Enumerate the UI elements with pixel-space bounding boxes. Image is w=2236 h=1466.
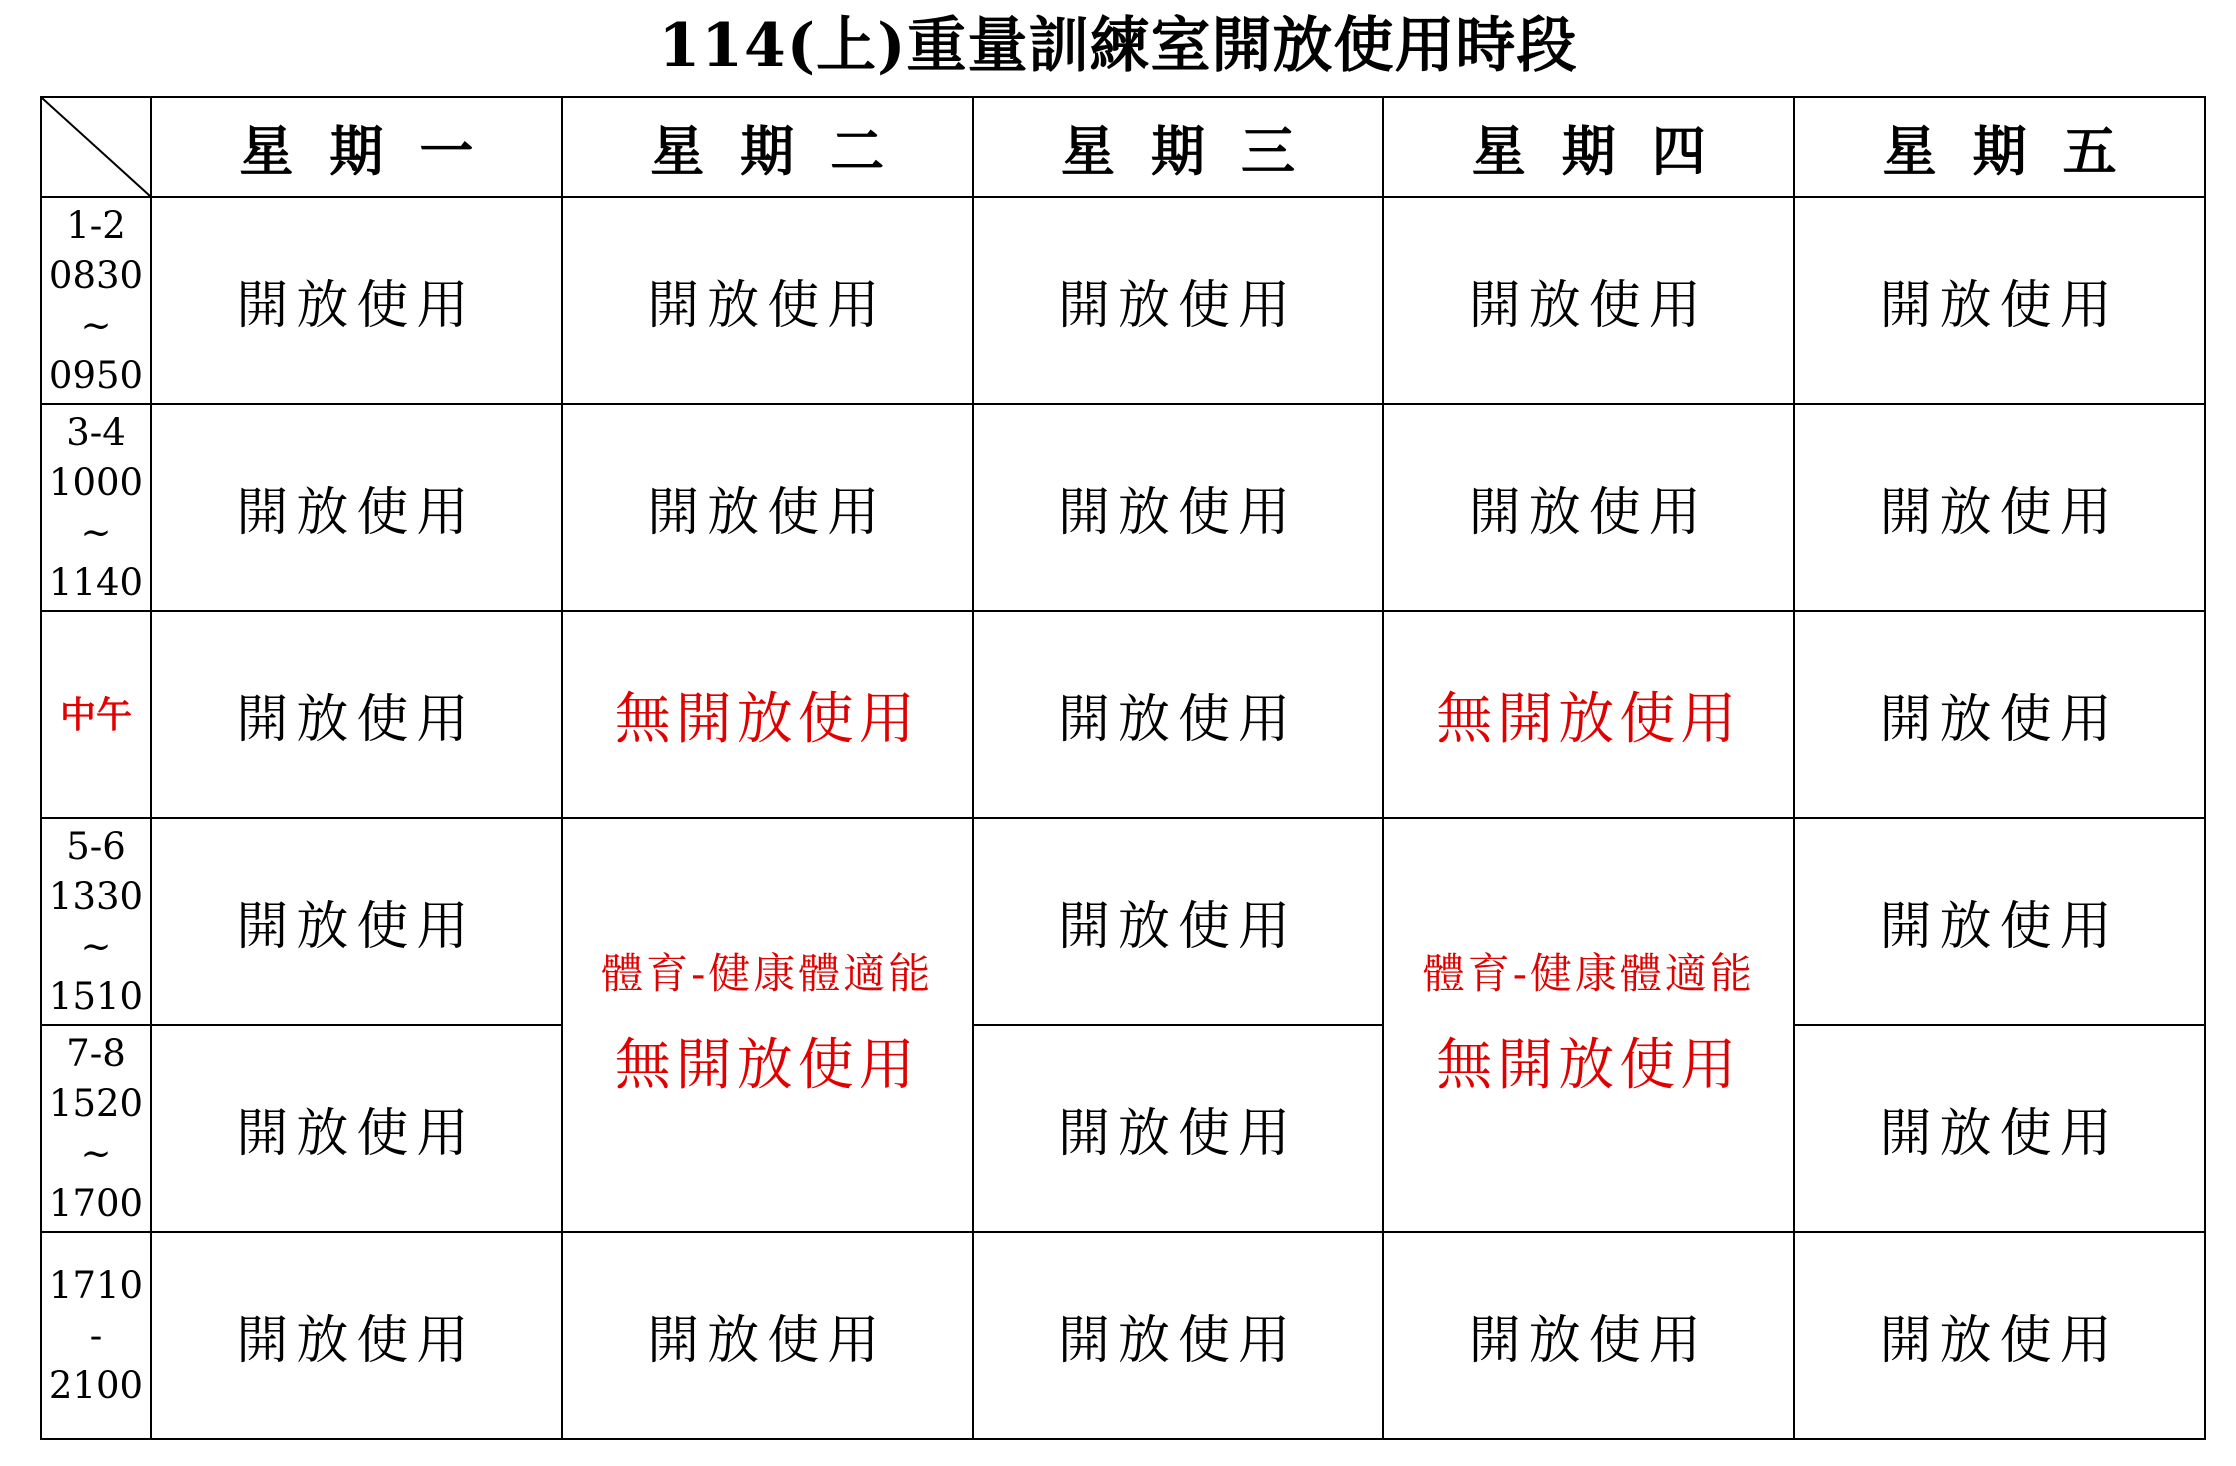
period-row-7-8 bbox=[41, 1025, 2205, 1232]
slot-open: 開放使用 bbox=[151, 1025, 562, 1232]
slot-open: 開放使用 bbox=[1794, 1232, 2205, 1439]
header-row bbox=[41, 97, 2205, 197]
schedule-table bbox=[40, 96, 2206, 1440]
diagonal-divider-icon bbox=[42, 98, 150, 196]
course-block-thu bbox=[1383, 818, 1794, 1232]
period-label: 1710 - 2100 bbox=[41, 1232, 151, 1439]
slot-open: 開放使用 bbox=[151, 1232, 562, 1439]
period-row-noon bbox=[41, 611, 2205, 818]
slot-closed: 無開放使用 bbox=[562, 611, 973, 818]
course-status: 無開放使用 bbox=[614, 1033, 920, 1098]
period-label: 7-8 1520 ~ 1700 bbox=[41, 1025, 151, 1232]
course-name: 體育-健康體適能 bbox=[601, 949, 934, 998]
day-header-mon: 星期一 bbox=[151, 97, 562, 197]
slot-open: 開放使用 bbox=[1383, 1232, 1794, 1439]
period-row-3-4 bbox=[41, 404, 2205, 611]
slot-open: 開放使用 bbox=[562, 1232, 973, 1439]
period-label: 1-2 0830 ~ 0950 bbox=[41, 197, 151, 404]
slot-open: 開放使用 bbox=[1794, 611, 2205, 818]
slot-open: 開放使用 bbox=[973, 818, 1384, 1025]
slot-open: 開放使用 bbox=[973, 197, 1384, 404]
slot-open: 開放使用 bbox=[973, 1025, 1384, 1232]
day-header-tue: 星期二 bbox=[562, 97, 973, 197]
page-title: 114(上)重量訓練室開放使用時段 bbox=[658, 11, 1578, 81]
slot-open: 開放使用 bbox=[562, 404, 973, 611]
slot-open: 開放使用 bbox=[1383, 404, 1794, 611]
course-block-tue bbox=[562, 818, 973, 1232]
day-header-thu: 星期四 bbox=[1383, 97, 1794, 197]
period-row-1-2 bbox=[41, 197, 2205, 404]
slot-open: 開放使用 bbox=[151, 818, 562, 1025]
day-header-fri: 星期五 bbox=[1794, 97, 2205, 197]
slot-open: 開放使用 bbox=[1794, 1025, 2205, 1232]
slot-open: 開放使用 bbox=[1383, 197, 1794, 404]
course-status: 無開放使用 bbox=[1436, 1033, 1742, 1098]
slot-open: 開放使用 bbox=[973, 1232, 1384, 1439]
slot-closed: 無開放使用 bbox=[1383, 611, 1794, 818]
period-row-evening bbox=[41, 1232, 2205, 1439]
day-header-wed: 星期三 bbox=[973, 97, 1384, 197]
slot-open: 開放使用 bbox=[151, 611, 562, 818]
slot-open: 開放使用 bbox=[973, 404, 1384, 611]
slot-open: 開放使用 bbox=[151, 404, 562, 611]
slot-open: 開放使用 bbox=[973, 611, 1384, 818]
course-name: 體育-健康體適能 bbox=[1422, 949, 1755, 998]
slot-open: 開放使用 bbox=[1794, 197, 2205, 404]
corner-cell bbox=[41, 97, 151, 197]
slot-open: 開放使用 bbox=[151, 197, 562, 404]
period-label-noon: 中午 bbox=[41, 611, 151, 818]
period-label: 5-6 1330 ~ 1510 bbox=[41, 818, 151, 1025]
period-row-5-6 bbox=[41, 818, 2205, 1025]
slot-open: 開放使用 bbox=[1794, 818, 2205, 1025]
slot-open: 開放使用 bbox=[562, 197, 973, 404]
slot-open: 開放使用 bbox=[1794, 404, 2205, 611]
period-label: 3-4 1000 ~ 1140 bbox=[41, 404, 151, 611]
